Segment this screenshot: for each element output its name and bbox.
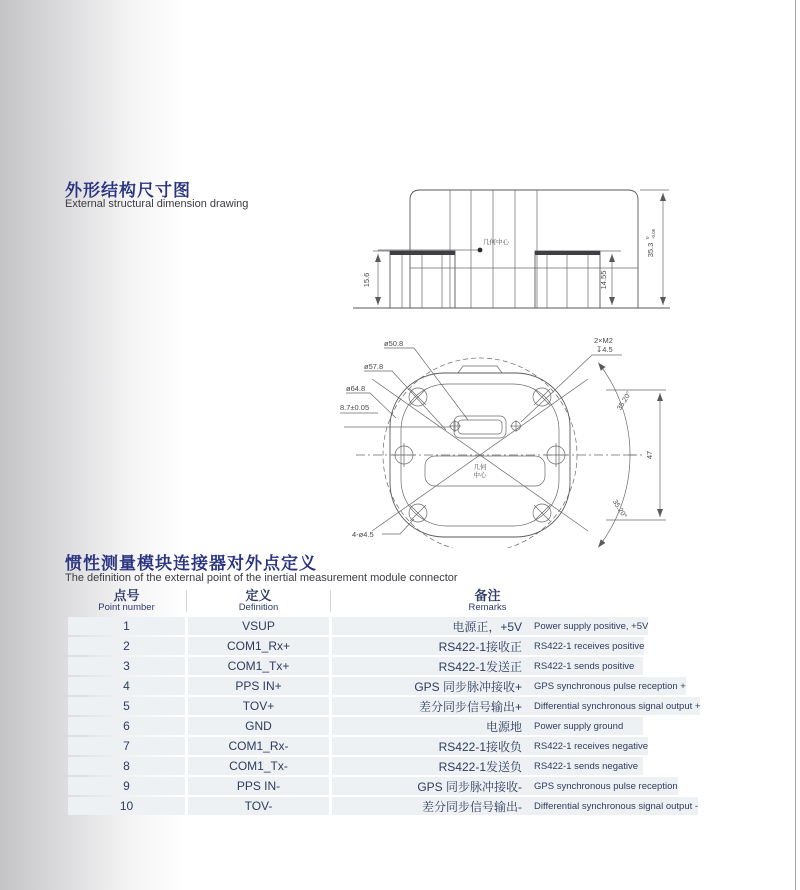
remark-cell [332, 737, 648, 755]
dia-64-8-label: ø64.8 [346, 384, 366, 393]
definition-cell: COM1_Rx+ [188, 637, 329, 655]
remark-english: Differential synchronous signal output + [534, 700, 701, 712]
definition-cell: COM1_Tx+ [188, 657, 329, 675]
remark-english: RS422-1 sends negative [534, 760, 639, 772]
holes-label: 4-ø4.5 [352, 530, 374, 539]
point-number-cell: 7 [68, 737, 185, 755]
connector-pin-table [68, 588, 701, 817]
table-row [68, 757, 643, 775]
remark-cell [332, 777, 678, 795]
remark-chinese: RS422-1发送正 [438, 659, 522, 674]
definition-cell: TOV- [188, 797, 329, 815]
remark-cell [332, 717, 643, 735]
page-right-border [795, 0, 796, 890]
side-view-drawing [345, 180, 690, 320]
table-header-row [68, 588, 643, 614]
point-number-cell: 10 [68, 797, 185, 815]
point-number-cell: 4 [68, 677, 185, 695]
remark-english: RS422-1 receives negative [534, 740, 649, 752]
geometric-center-label-top-2: 中心 [473, 472, 487, 479]
remark-english: RS422-1 receives positive [534, 640, 645, 652]
remark-english: RS422-1 sends positive [534, 660, 635, 672]
point-number-cell: 1 [68, 617, 185, 635]
definition-cell: VSUP [188, 617, 329, 635]
table-row [68, 637, 643, 655]
point-number-cell: 2 [68, 637, 185, 655]
remark-chinese: 差分同步信号输出+ [418, 699, 522, 714]
section-subtitle-connector-definition: The definition of the external point of the inertial measurement module connector [65, 572, 458, 584]
header-point-number-en: Point number [98, 602, 155, 613]
point-number-cell: 9 [68, 777, 185, 795]
header-definition [188, 588, 329, 614]
remark-english: Power supply positive, +5V [534, 620, 649, 632]
point-number-cell: 6 [68, 717, 185, 735]
header-point-number [68, 588, 185, 614]
dim-35-3-tol-upper: 0 [645, 236, 650, 239]
header-divider [330, 590, 331, 612]
table-row [68, 697, 701, 715]
section-title-dimension-drawing: 外形结构尺寸图 [65, 181, 191, 200]
dim-35-3-tol-lower: -0.05 [651, 228, 656, 239]
remark-chinese: RS422-1接收负 [438, 739, 522, 754]
remark-cell [332, 757, 643, 775]
definition-cell: COM1_Rx- [188, 737, 329, 755]
definition-cell: TOV+ [188, 697, 329, 715]
definition-cell: GND [188, 717, 329, 735]
section-title-connector-definition: 惯性测量模块连接器对外点定义 [65, 554, 317, 573]
top-view-drawing [338, 330, 690, 548]
header-remarks-zh: 备注 [474, 588, 501, 603]
point-number-cell: 8 [68, 757, 185, 775]
geometric-center-label-side: 几何中心 [483, 239, 509, 246]
remark-cell [332, 797, 698, 815]
point-number-cell: 3 [68, 657, 185, 675]
definition-cell: PPS IN+ [188, 677, 329, 695]
definition-cell: COM1_Tx- [188, 757, 329, 775]
remark-chinese: GPS 同步脉冲接收- [417, 779, 522, 794]
dim-14-55: 14.55 [599, 270, 608, 290]
dia-50-8-label: ø50.8 [384, 339, 404, 348]
remark-english: GPS synchronous pulse reception + [534, 680, 686, 692]
header-divider [186, 590, 187, 612]
header-remarks [332, 588, 643, 614]
remark-chinese: GPS 同步脉冲接收+ [414, 679, 522, 694]
header-remarks-en: Remarks [468, 602, 507, 613]
remark-chinese: 电源地 [485, 719, 522, 734]
table-row [68, 657, 643, 675]
remark-cell [332, 697, 700, 715]
remark-cell [332, 677, 686, 695]
remark-cell [332, 617, 648, 635]
geometric-center-label-top-1: 几何 [473, 464, 487, 471]
remark-english: Power supply ground [534, 720, 624, 732]
remark-cell [332, 637, 644, 655]
dim-35-3: 35.3 [646, 242, 655, 258]
thread-depth-label: ↧4.5 [596, 345, 613, 354]
table-row [68, 677, 686, 695]
table-body [68, 617, 701, 815]
dim-47: 47 [645, 450, 654, 460]
table-row [68, 617, 649, 635]
angle-upper-label: 35.20° [616, 390, 634, 412]
header-definition-en: Definition [238, 602, 279, 613]
remark-chinese: 电源正，+5V [452, 619, 522, 634]
table-row [68, 717, 643, 735]
remark-english: GPS synchronous pulse reception [534, 780, 678, 792]
point-number-cell: 5 [68, 697, 185, 715]
dim-15-6: 15.6 [362, 272, 371, 288]
thread-label: 2×M2 [594, 336, 613, 345]
remark-chinese: 差分同步信号输出- [422, 799, 522, 814]
section-subtitle-dimension-drawing: External structural dimension drawing [65, 198, 249, 210]
angle-lower-label: 35.20° [610, 498, 628, 520]
table-row [68, 797, 699, 815]
remark-cell [332, 657, 643, 675]
header-point-number-zh: 点号 [113, 588, 140, 603]
remark-chinese: RS422-1接收正 [438, 639, 522, 654]
remark-english: Differential synchronous signal output - [534, 800, 699, 812]
header-definition-zh: 定义 [245, 588, 272, 603]
table-row [68, 737, 649, 755]
definition-cell: PPS IN- [188, 777, 329, 795]
offset-label: 8.7±0.05 [340, 403, 370, 412]
table-row [68, 777, 678, 795]
remark-chinese: RS422-1发送负 [438, 759, 522, 774]
dia-57-8-label: ø57.8 [364, 362, 384, 371]
